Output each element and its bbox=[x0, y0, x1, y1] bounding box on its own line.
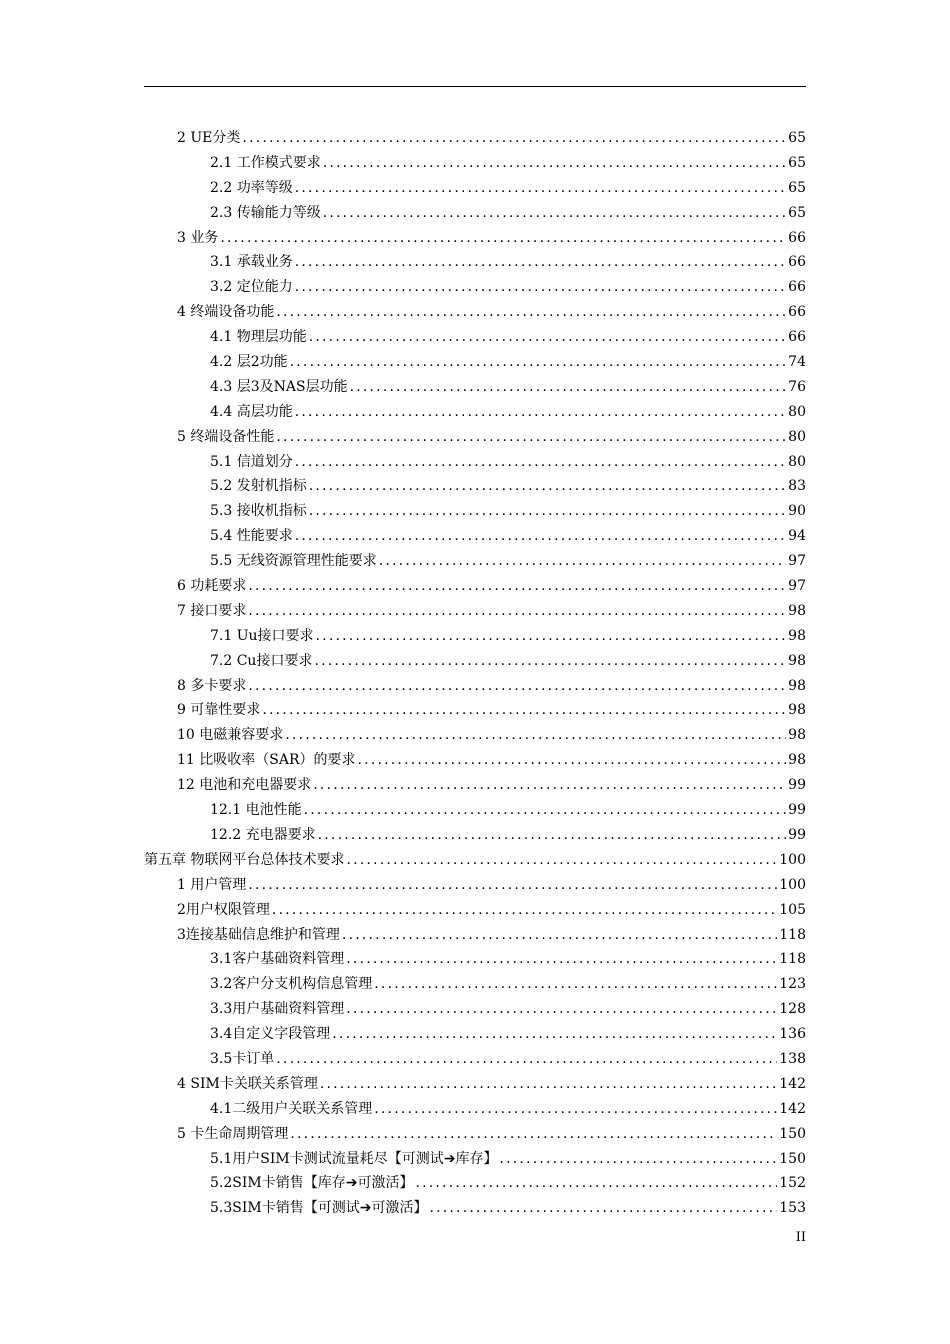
toc-entry[interactable] bbox=[144, 300, 806, 325]
toc-dot-leader bbox=[290, 1122, 777, 1147]
toc-entry-title: 7.1 Uu接口要求 bbox=[210, 627, 314, 644]
toc-dot-leader bbox=[276, 425, 786, 450]
toc-entry-page: 136 bbox=[779, 1026, 806, 1043]
toc-dot-leader bbox=[248, 599, 786, 624]
toc-dot-leader bbox=[320, 1072, 777, 1097]
toc-entry-title: 4.1二级用户关联关系管理 bbox=[210, 1100, 373, 1117]
toc-entry-title: 2.3 传输能力等级 bbox=[210, 204, 321, 221]
toc-dot-leader bbox=[374, 1097, 777, 1122]
toc-entry[interactable] bbox=[144, 1196, 806, 1221]
toc-entry[interactable] bbox=[144, 848, 806, 873]
toc-entry-page: 98 bbox=[788, 727, 806, 744]
toc-entry[interactable] bbox=[144, 674, 806, 699]
toc-entry-page: 150 bbox=[779, 1125, 806, 1142]
toc-entry[interactable] bbox=[144, 574, 806, 599]
toc-entry-page: 152 bbox=[779, 1175, 806, 1192]
toc-entry[interactable] bbox=[144, 1022, 806, 1047]
toc-dot-leader bbox=[248, 574, 786, 599]
toc-entry-title: 2用户权限管理 bbox=[177, 901, 270, 918]
toc-entry-title: 3.2 定位能力 bbox=[210, 279, 293, 296]
toc-entry-page: 99 bbox=[788, 826, 806, 843]
toc-entry[interactable] bbox=[144, 698, 806, 723]
toc-entry-title: 4.2 层2功能 bbox=[210, 354, 288, 371]
toc-entry-title: 12.2 充电器要求 bbox=[210, 826, 316, 843]
toc-entry-title: 12 电池和充电器要求 bbox=[177, 777, 312, 794]
toc-entry[interactable] bbox=[144, 773, 806, 798]
page-number: II bbox=[795, 1230, 806, 1245]
toc-dot-leader bbox=[309, 325, 786, 350]
toc-entry-page: 65 bbox=[788, 130, 806, 146]
toc-dot-leader bbox=[346, 947, 777, 972]
toc-dot-leader bbox=[323, 151, 786, 176]
toc-entry-page: 90 bbox=[788, 503, 806, 520]
toc-dot-leader bbox=[374, 972, 777, 997]
toc-dot-leader bbox=[248, 674, 786, 699]
toc-dot-leader bbox=[272, 898, 777, 923]
toc-entry-page: 153 bbox=[779, 1200, 806, 1217]
toc-entry-title: 4 SIM卡关联关系管理 bbox=[177, 1075, 318, 1092]
toc-entry-page: 98 bbox=[788, 677, 806, 694]
toc-entry-page: 105 bbox=[779, 901, 806, 918]
toc-entry-title: 4.3 层3及NAS层功能 bbox=[210, 378, 348, 395]
toc-entry-page: 66 bbox=[788, 279, 806, 296]
toc-entry-page: 138 bbox=[779, 1050, 806, 1067]
toc-dot-leader bbox=[316, 624, 787, 649]
toc-entry[interactable] bbox=[144, 325, 806, 350]
toc-dot-leader bbox=[304, 798, 787, 823]
toc-dot-leader bbox=[248, 873, 777, 898]
toc-entry-title: 3.2客户分支机构信息管理 bbox=[210, 976, 373, 993]
toc-entry-page: 98 bbox=[788, 602, 806, 619]
toc-entry-page: 142 bbox=[779, 1100, 806, 1117]
toc-dot-leader bbox=[429, 1196, 777, 1221]
toc-entry[interactable] bbox=[144, 997, 806, 1022]
toc-entry[interactable] bbox=[144, 1072, 806, 1097]
toc-entry-title: 3 业务 bbox=[177, 229, 219, 246]
toc-entry[interactable] bbox=[144, 499, 806, 524]
toc-entry-page: 83 bbox=[788, 478, 806, 495]
toc-entry-title: 6 功耗要求 bbox=[177, 578, 247, 595]
toc-entry-page: 142 bbox=[779, 1075, 806, 1092]
toc-entry-title: 3.3用户基础资料管理 bbox=[210, 1001, 345, 1018]
toc-entry[interactable] bbox=[144, 1171, 806, 1196]
toc-entry-title: 10 电磁兼容要求 bbox=[177, 727, 284, 744]
toc-entry[interactable] bbox=[144, 126, 806, 151]
toc-entry-page: 99 bbox=[788, 777, 806, 794]
toc-entry[interactable] bbox=[144, 599, 806, 624]
toc-entry[interactable] bbox=[144, 226, 806, 251]
toc-entry-title: 5.3 接收机指标 bbox=[210, 503, 307, 520]
toc-entry-page: 76 bbox=[788, 378, 806, 395]
toc-entry-title: 5.1用户SIM卡测试流量耗尽【可测试➔库存】 bbox=[210, 1150, 498, 1167]
toc-entry-page: 66 bbox=[788, 254, 806, 271]
toc-entry-page: 94 bbox=[788, 528, 806, 545]
toc-entry[interactable] bbox=[144, 898, 806, 923]
toc-entry-title: 9 可靠性要求 bbox=[177, 702, 261, 719]
toc-dot-leader bbox=[276, 300, 786, 325]
toc-entry-title: 8 多卡要求 bbox=[177, 677, 247, 694]
toc-entry-title: 第五章 物联网平台总体技术要求 bbox=[144, 851, 345, 868]
toc-entry-page: 74 bbox=[788, 354, 806, 371]
toc-dot-leader bbox=[346, 997, 777, 1022]
toc-dot-leader bbox=[358, 748, 787, 773]
toc-entry-title: 11 比吸收率（SAR）的要求 bbox=[177, 752, 356, 769]
toc-entry-title: 3连接基础信息维护和管理 bbox=[177, 926, 340, 943]
toc-dot-leader bbox=[295, 275, 786, 300]
toc-entry-title: 7.2 Cu接口要求 bbox=[210, 652, 313, 669]
toc-dot-leader bbox=[318, 823, 787, 848]
toc-dot-leader bbox=[295, 176, 786, 201]
toc-entry[interactable] bbox=[144, 873, 806, 898]
toc-dot-leader bbox=[314, 649, 786, 674]
toc-entry-page: 98 bbox=[788, 752, 806, 769]
toc-entry[interactable] bbox=[144, 649, 806, 674]
toc-dot-leader bbox=[323, 201, 786, 226]
toc-entry-page: 80 bbox=[788, 453, 806, 470]
toc-entry[interactable] bbox=[144, 1097, 806, 1122]
toc-entry-title: 4 终端设备功能 bbox=[177, 304, 275, 321]
toc-entry[interactable] bbox=[144, 425, 806, 450]
toc-entry-title: 2.2 功率等级 bbox=[210, 179, 293, 196]
toc-entry-title: 1 用户管理 bbox=[177, 876, 247, 893]
toc-dot-leader bbox=[295, 450, 786, 475]
toc-entry-title: 5.5 无线资源管理性能要求 bbox=[210, 553, 377, 570]
toc-dot-leader bbox=[342, 923, 777, 948]
toc-entry-page: 97 bbox=[788, 553, 806, 570]
table-of-contents bbox=[144, 126, 806, 1221]
toc-entry-page: 80 bbox=[788, 428, 806, 445]
toc-entry-page: 118 bbox=[779, 951, 806, 968]
toc-entry-title: 5.1 信道划分 bbox=[210, 453, 293, 470]
toc-entry-page: 66 bbox=[788, 329, 806, 346]
toc-entry[interactable] bbox=[144, 1047, 806, 1072]
toc-dot-leader bbox=[262, 698, 786, 723]
toc-dot-leader bbox=[295, 524, 786, 549]
toc-entry-page: 97 bbox=[788, 578, 806, 595]
toc-dot-leader bbox=[295, 400, 786, 425]
toc-entry[interactable] bbox=[144, 723, 806, 748]
toc-entry-title: 4.1 物理层功能 bbox=[210, 329, 307, 346]
toc-entry[interactable] bbox=[144, 350, 806, 375]
toc-entry[interactable] bbox=[144, 923, 806, 948]
toc-entry[interactable] bbox=[144, 823, 806, 848]
toc-entry-page: 118 bbox=[779, 926, 806, 943]
toc-entry[interactable] bbox=[144, 176, 806, 201]
toc-dot-leader bbox=[332, 1022, 777, 1047]
toc-entry-title: 5.2 发射机指标 bbox=[210, 478, 307, 495]
toc-entry[interactable] bbox=[144, 400, 806, 425]
toc-entry-page: 66 bbox=[788, 304, 806, 321]
toc-entry-page: 65 bbox=[788, 179, 806, 196]
toc-entry[interactable] bbox=[144, 748, 806, 773]
toc-entry-page: 128 bbox=[779, 1001, 806, 1018]
toc-dot-leader bbox=[309, 474, 786, 499]
toc-entry[interactable] bbox=[144, 450, 806, 475]
toc-entry-page: 99 bbox=[788, 802, 806, 819]
toc-entry-title: 5 终端设备性能 bbox=[177, 428, 275, 445]
toc-entry-title: 3.5卡订单 bbox=[210, 1050, 275, 1067]
toc-entry-title: 3.4自定义字段管理 bbox=[210, 1026, 331, 1043]
toc-dot-leader bbox=[276, 1047, 777, 1072]
toc-entry-page: 150 bbox=[779, 1150, 806, 1167]
toc-entry[interactable] bbox=[144, 549, 806, 574]
toc-entry[interactable] bbox=[144, 524, 806, 549]
toc-dot-leader bbox=[379, 549, 786, 574]
toc-entry[interactable] bbox=[144, 972, 806, 997]
toc-dot-leader bbox=[290, 350, 787, 375]
toc-dot-leader bbox=[285, 723, 786, 748]
toc-dot-leader bbox=[242, 126, 786, 151]
toc-dot-leader bbox=[499, 1147, 777, 1172]
toc-entry-title: 5.2SIM卡销售【库存➔可激活】 bbox=[210, 1175, 414, 1192]
toc-entry-page: 66 bbox=[788, 229, 806, 246]
toc-entry-title: 5 卡生命周期管理 bbox=[177, 1125, 289, 1142]
toc-entry-title: 3.1客户基础资料管理 bbox=[210, 951, 345, 968]
toc-entry-title: 5.4 性能要求 bbox=[210, 528, 293, 545]
toc-entry-title: 4.4 高层功能 bbox=[210, 403, 293, 420]
toc-entry-title: 2 UE分类 bbox=[177, 130, 241, 146]
toc-entry[interactable] bbox=[144, 1122, 806, 1147]
toc-entry-title: 7 接口要求 bbox=[177, 602, 247, 619]
toc-entry[interactable] bbox=[144, 1147, 806, 1172]
toc-dot-leader bbox=[350, 375, 787, 400]
toc-entry[interactable] bbox=[144, 474, 806, 499]
toc-entry[interactable] bbox=[144, 201, 806, 226]
toc-entry-page: 65 bbox=[788, 204, 806, 221]
toc-entry[interactable] bbox=[144, 275, 806, 300]
toc-entry-page: 100 bbox=[779, 876, 806, 893]
toc-dot-leader bbox=[220, 226, 786, 251]
toc-entry[interactable] bbox=[144, 798, 806, 823]
toc-entry[interactable] bbox=[144, 151, 806, 176]
toc-dot-leader bbox=[309, 499, 786, 524]
toc-dot-leader bbox=[346, 848, 777, 873]
toc-entry-page: 98 bbox=[788, 652, 806, 669]
toc-entry[interactable] bbox=[144, 250, 806, 275]
toc-entry[interactable] bbox=[144, 375, 806, 400]
toc-entry-page: 100 bbox=[779, 851, 806, 868]
toc-dot-leader bbox=[415, 1171, 777, 1196]
toc-dot-leader bbox=[313, 773, 786, 798]
toc-entry-page: 80 bbox=[788, 403, 806, 420]
toc-entry-page: 98 bbox=[788, 702, 806, 719]
toc-entry-title: 5.3SIM卡销售【可测试➔可激活】 bbox=[210, 1200, 428, 1217]
toc-entry-title: 12.1 电池性能 bbox=[210, 802, 302, 819]
toc-dot-leader bbox=[295, 250, 786, 275]
toc-entry-title: 2.1 工作模式要求 bbox=[210, 154, 321, 171]
toc-entry-page: 98 bbox=[788, 627, 806, 644]
toc-entry[interactable] bbox=[144, 624, 806, 649]
toc-entry-page: 65 bbox=[788, 154, 806, 171]
toc-entry[interactable] bbox=[144, 947, 806, 972]
header-rule bbox=[144, 86, 806, 87]
toc-entry-page: 123 bbox=[779, 976, 806, 993]
toc-entry-title: 3.1 承载业务 bbox=[210, 254, 293, 271]
